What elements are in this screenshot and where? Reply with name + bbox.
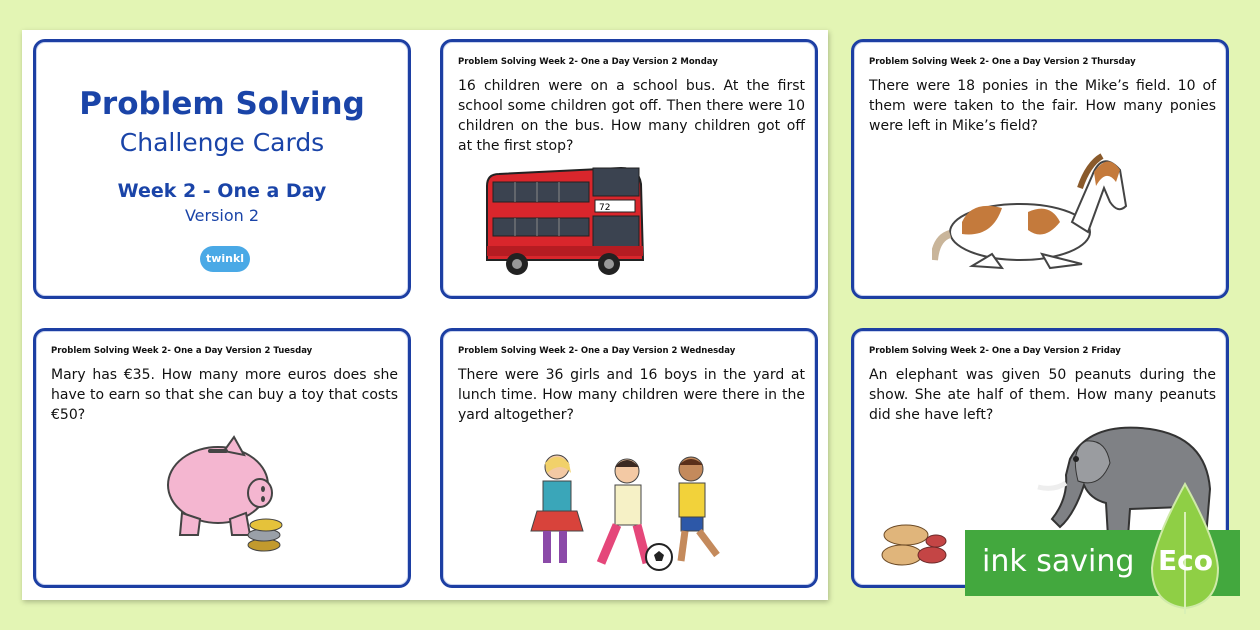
twinkl-logo: twinkl bbox=[200, 246, 250, 272]
card-monday bbox=[440, 39, 818, 299]
bus-icon bbox=[481, 160, 649, 278]
card-tuesday bbox=[33, 328, 411, 588]
ink-saving-text: ink saving bbox=[982, 544, 1135, 579]
pony-icon bbox=[932, 142, 1132, 274]
card-question: An elephant was given 50 peanuts during the show. She ate half of them. How many peanuts did she have left? bbox=[869, 367, 1216, 423]
card-question: There were 18 ponies in the Mike’s field. 10 of them were taken to the fair. How many ponies were left in Mike’s field? bbox=[869, 78, 1216, 134]
children-playing-icon bbox=[521, 451, 745, 577]
card-header: Problem Solving Week 2- One a Day Version 2 Tuesday bbox=[51, 346, 313, 356]
card-header: Problem Solving Week 2- One a Day Version 2 Monday bbox=[458, 57, 718, 67]
peanuts-icon bbox=[872, 521, 956, 571]
card-wednesday bbox=[440, 328, 818, 588]
card-header: Problem Solving Week 2- One a Day Version 2 Friday bbox=[869, 346, 1121, 356]
card-thursday bbox=[851, 39, 1229, 299]
page-title: Problem Solving bbox=[79, 86, 365, 122]
page-subtitle: Challenge Cards bbox=[119, 128, 325, 157]
title-card bbox=[33, 39, 411, 299]
piggy-bank-icon bbox=[160, 435, 290, 559]
card-question: Mary has €35. How many more euros does she have to earn so that she can buy a toy that costs €50? bbox=[51, 367, 398, 423]
card-header: Problem Solving Week 2- One a Day Version 2 Wednesday bbox=[458, 346, 736, 356]
eco-label: Eco bbox=[1158, 544, 1213, 577]
bus-number: 72 bbox=[599, 203, 611, 213]
card-header: Problem Solving Week 2- One a Day Version 2 Thursday bbox=[869, 57, 1136, 67]
card-question: There were 36 girls and 16 boys in the yard at lunch time. How many children were there in the yard altogether? bbox=[458, 367, 805, 423]
card-question: 16 children were on a school bus. At the first school some children got off. Then there were 10 children on the bus. How many children got off at the first stop? bbox=[458, 78, 805, 154]
week-label: Week 2 - One a Day bbox=[117, 180, 327, 202]
version-label: Version 2 bbox=[184, 206, 260, 225]
